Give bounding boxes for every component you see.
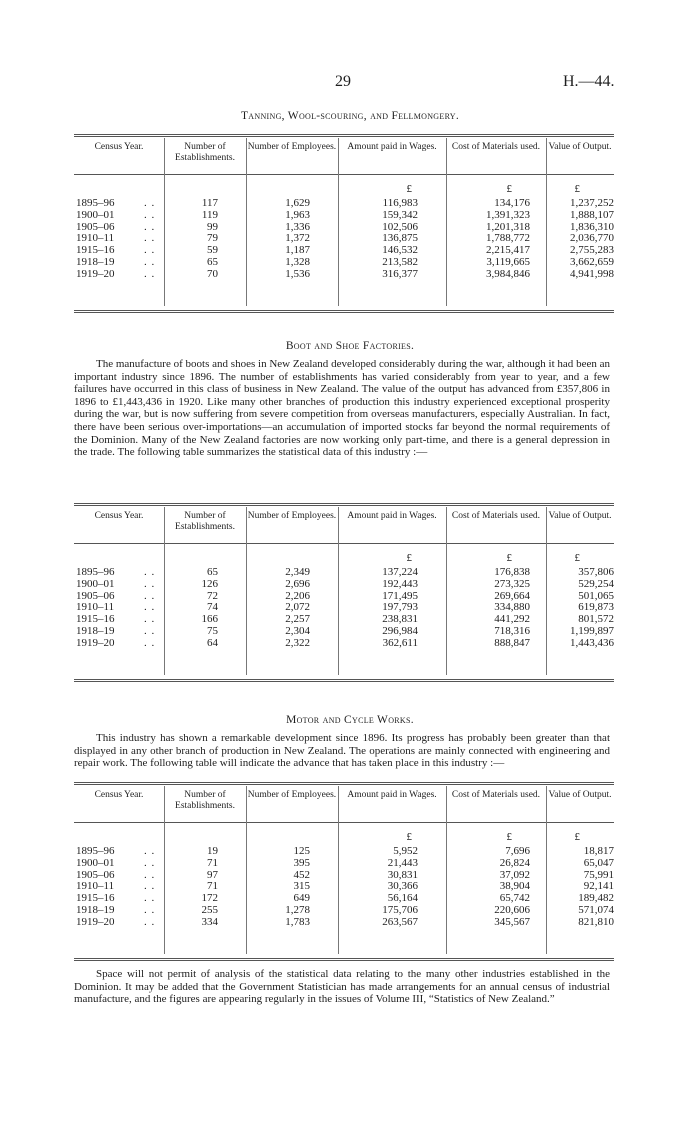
table-row: [74, 245, 614, 257]
output-cell: 4,941,998: [570, 267, 614, 280]
wages-cell: 197,793: [382, 601, 418, 614]
emp-cell: 2,322: [285, 636, 310, 649]
boot-table: [74, 503, 614, 679]
est-cell: 65: [207, 566, 218, 578]
emp-cell: 395: [293, 856, 310, 869]
census-year-cell: 1905–06: [76, 868, 115, 881]
census-year-cell: 1919–20: [76, 915, 115, 928]
table-row: [74, 893, 614, 905]
wages-cell: 136,875: [382, 232, 418, 245]
emp-cell: 125: [293, 845, 310, 857]
census-year-cell: 1895–96: [76, 845, 115, 857]
wages-cell: 30,366: [387, 880, 418, 893]
table-row: [74, 870, 614, 882]
document-reference: H.—44.: [563, 73, 615, 90]
est-cell: 255: [201, 904, 218, 916]
output-cell: 2,755,283: [570, 244, 614, 257]
table-row: [74, 917, 614, 929]
column-header-output: Value of Output.: [548, 142, 612, 152]
wages-cell: 56,164: [387, 892, 418, 905]
table-header-rule: [74, 822, 614, 823]
est-cell: 119: [201, 208, 218, 221]
materials-cell: 269,664: [494, 589, 530, 602]
leader-dots: . .: [144, 197, 156, 209]
pound-sign: £: [406, 552, 412, 564]
column-header-wages: Amount paid in Wages.: [347, 142, 437, 152]
leader-dots: . .: [144, 601, 156, 614]
emp-cell: 1,187: [285, 244, 310, 257]
wages-cell: 192,443: [382, 577, 418, 590]
table-top-rule: [74, 782, 614, 785]
motor-paragraph: This industry has shown a remarkable development since 1896. Its progress has probably been greater than that displayed in any other branch of production in New Zealand. The operations are mainly connected with engineering and repair work. The following table will indicate the advance that has taken place in this industry :—: [74, 732, 610, 770]
leader-dots: . .: [144, 566, 156, 578]
est-cell: 71: [207, 880, 218, 893]
output-cell: 3,662,659: [570, 256, 614, 268]
column-header-emp: Number of Employees.: [247, 790, 337, 800]
table-row: [74, 222, 614, 234]
materials-cell: 718,316: [494, 625, 530, 637]
leader-dots: . .: [144, 256, 156, 268]
column-header-emp: Number of Employees.: [247, 142, 337, 152]
emp-cell: 2,257: [285, 613, 310, 626]
column-header-est: Number of Establishments.: [175, 142, 235, 163]
wages-cell: 296,984: [382, 625, 418, 637]
emp-cell: 1,629: [285, 197, 310, 209]
census-year-cell: 1919–20: [76, 267, 115, 280]
est-cell: 65: [207, 256, 218, 268]
output-cell: 501,065: [578, 589, 614, 602]
output-cell: 1,443,436: [570, 636, 614, 649]
table-row: [74, 881, 614, 893]
leader-dots: . .: [144, 220, 156, 233]
emp-cell: 1,372: [285, 232, 310, 245]
column-header-materials: Cost of Materials used.: [451, 142, 541, 152]
est-cell: 97: [207, 868, 218, 881]
table-header-rule: [74, 543, 614, 544]
materials-cell: 3,119,665: [486, 256, 530, 268]
table-row: [74, 905, 614, 917]
output-cell: 189,482: [578, 892, 614, 905]
census-year-cell: 1910–11: [76, 880, 115, 893]
column-header-emp: Number of Employees.: [247, 511, 337, 521]
output-cell: 1,836,310: [570, 220, 614, 233]
emp-cell: 315: [293, 880, 310, 893]
table-top-rule: [74, 503, 614, 506]
est-cell: 59: [207, 244, 218, 257]
census-year-cell: 1915–16: [76, 892, 115, 905]
materials-cell: 37,092: [499, 868, 530, 881]
output-cell: 1,888,107: [570, 208, 614, 221]
est-cell: 117: [201, 197, 218, 209]
est-cell: 74: [207, 601, 218, 614]
table-row: [74, 233, 614, 245]
table-row: [74, 846, 614, 858]
pound-sign: £: [506, 831, 512, 843]
output-cell: 18,817: [583, 845, 614, 857]
closing-paragraph: Space will not permit of analysis of the statistical data relating to the many other industries established in the Dominion. It may be added that the Government Statistician has made arrangements for an annual census of industrial manufacture, and the figures are appearing regularly in the issues of Volume III, “Statistics of New Zealand.”: [74, 968, 610, 1006]
est-cell: 334: [201, 915, 218, 928]
pound-sign: £: [574, 831, 580, 843]
est-cell: 75: [207, 625, 218, 637]
output-cell: 75,991: [583, 868, 614, 881]
column-header-wages: Amount paid in Wages.: [347, 790, 437, 800]
wages-cell: 102,506: [382, 220, 418, 233]
column-header-year: Census Year.: [94, 511, 144, 521]
output-cell: 92,141: [583, 880, 614, 893]
census-year-cell: 1900–01: [76, 856, 115, 869]
page-number: 29: [335, 73, 351, 90]
est-cell: 70: [207, 267, 218, 280]
table-row: [74, 567, 614, 579]
wages-cell: 316,377: [382, 267, 418, 280]
pound-sign: £: [506, 183, 512, 195]
table-row: [74, 579, 614, 591]
table-row: [74, 614, 614, 626]
table-bottom-rule: [74, 310, 614, 313]
pound-sign: £: [506, 552, 512, 564]
column-header-output: Value of Output.: [548, 790, 612, 800]
table-header-rule: [74, 174, 614, 175]
pound-sign: £: [406, 831, 412, 843]
pound-sign: £: [574, 183, 580, 195]
census-year-cell: 1915–16: [76, 244, 115, 257]
leader-dots: . .: [144, 880, 156, 893]
leader-dots: . .: [144, 267, 156, 280]
leader-dots: . .: [144, 577, 156, 590]
table-row: [74, 257, 614, 269]
output-cell: 2,036,770: [570, 232, 614, 245]
census-year-cell: 1910–11: [76, 232, 115, 245]
table-bottom-rule: [74, 679, 614, 682]
emp-cell: 2,072: [285, 601, 310, 614]
leader-dots: . .: [144, 856, 156, 869]
census-year-cell: 1918–19: [76, 625, 115, 637]
leader-dots: . .: [144, 625, 156, 637]
column-header-materials: Cost of Materials used.: [451, 790, 541, 800]
census-year-cell: 1895–96: [76, 566, 115, 578]
table-row: [74, 269, 614, 281]
table-row: [74, 210, 614, 222]
output-cell: 529,254: [578, 577, 614, 590]
output-cell: 357,806: [578, 566, 614, 578]
est-cell: 172: [201, 892, 218, 905]
materials-cell: 2,215,417: [486, 244, 530, 257]
materials-cell: 3,984,846: [486, 267, 530, 280]
materials-cell: 134,176: [494, 197, 530, 209]
emp-cell: 2,349: [285, 566, 310, 578]
leader-dots: . .: [144, 915, 156, 928]
materials-cell: 273,325: [494, 577, 530, 590]
leader-dots: . .: [144, 845, 156, 857]
emp-cell: 1,783: [285, 915, 310, 928]
materials-cell: 220,606: [494, 904, 530, 916]
wages-cell: 159,342: [382, 208, 418, 221]
leader-dots: . .: [144, 904, 156, 916]
wages-cell: 146,532: [382, 244, 418, 257]
table-bottom-rule: [74, 958, 614, 961]
pound-sign: £: [406, 183, 412, 195]
column-header-year: Census Year.: [94, 790, 144, 800]
census-year-cell: 1918–19: [76, 256, 115, 268]
emp-cell: 1,328: [285, 256, 310, 268]
est-cell: 72: [207, 589, 218, 602]
pound-sign: £: [574, 552, 580, 564]
table-row: [74, 858, 614, 870]
emp-cell: 1,278: [285, 904, 310, 916]
table-top-rule: [74, 134, 614, 137]
census-year-cell: 1910–11: [76, 601, 115, 614]
column-header-est: Number of Establishments.: [175, 790, 235, 811]
output-cell: 65,047: [583, 856, 614, 869]
boot-paragraph: The manufacture of boots and shoes in New Zealand developed considerably during the war, although it had been an important industry since 1896. The number of establishments has varied considerably from year to year, and a few failures have occurred in this class of business in New Zealand. The value of the output has advanced from £357,806 in 1896 to £1,443,436 in 1920. Like many other branches of production this industry experienced exceptional prosperity during the war, but is now suffering from severe competition from overseas manufacturers, especially Australian. In fact, there have been serious over-importations—an accumulation of imported stocks far beyond the normal requirements of the Dominion. Many of the New Zealand factories are now working only part-time, and there is a general depression in the trade. The following table summarizes the statistical data of this industry :—: [74, 358, 610, 459]
output-cell: 571,074: [578, 904, 614, 916]
materials-cell: 1,201,318: [486, 220, 530, 233]
materials-cell: 176,838: [494, 566, 530, 578]
table-row: [74, 626, 614, 638]
census-year-cell: 1919–20: [76, 636, 115, 649]
column-header-output: Value of Output.: [548, 511, 612, 521]
tanning-section-title: Tanning, Wool-scouring, and Fellmongery.: [240, 110, 460, 122]
table-row: [74, 591, 614, 603]
census-year-cell: 1905–06: [76, 220, 115, 233]
leader-dots: . .: [144, 868, 156, 881]
est-cell: 166: [201, 613, 218, 626]
est-cell: 99: [207, 220, 218, 233]
output-cell: 801,572: [578, 613, 614, 626]
emp-cell: 2,304: [285, 625, 310, 637]
emp-cell: 2,696: [285, 577, 310, 590]
column-header-year: Census Year.: [94, 142, 144, 152]
motor-table: [74, 782, 614, 958]
output-cell: 1,237,252: [570, 197, 614, 209]
column-header-wages: Amount paid in Wages.: [347, 511, 437, 521]
emp-cell: 2,206: [285, 589, 310, 602]
census-year-cell: 1900–01: [76, 577, 115, 590]
leader-dots: . .: [144, 636, 156, 649]
column-header-materials: Cost of Materials used.: [451, 511, 541, 521]
materials-cell: 334,880: [494, 601, 530, 614]
census-year-cell: 1915–16: [76, 613, 115, 626]
boot-section-title: Boot and Shoe Factories.: [285, 340, 415, 352]
wages-cell: 175,706: [382, 904, 418, 916]
materials-cell: 26,824: [499, 856, 530, 869]
table-row: [74, 638, 614, 650]
est-cell: 19: [207, 845, 218, 857]
emp-cell: 1,336: [285, 220, 310, 233]
wages-cell: 5,952: [393, 845, 418, 857]
leader-dots: . .: [144, 589, 156, 602]
materials-cell: 345,567: [494, 915, 530, 928]
output-cell: 619,873: [578, 601, 614, 614]
materials-cell: 38,904: [499, 880, 530, 893]
est-cell: 71: [207, 856, 218, 869]
est-cell: 79: [207, 232, 218, 245]
table-row: [74, 602, 614, 614]
wages-cell: 238,831: [382, 613, 418, 626]
materials-cell: 441,292: [494, 613, 530, 626]
output-cell: 821,810: [578, 915, 614, 928]
materials-cell: 1,391,323: [486, 208, 530, 221]
est-cell: 64: [207, 636, 218, 649]
est-cell: 126: [201, 577, 218, 590]
emp-cell: 1,963: [285, 208, 310, 221]
emp-cell: 452: [293, 868, 310, 881]
wages-cell: 362,611: [382, 636, 418, 649]
materials-cell: 1,788,772: [486, 232, 530, 245]
leader-dots: . .: [144, 892, 156, 905]
leader-dots: . .: [144, 613, 156, 626]
table-row: [74, 198, 614, 210]
census-year-cell: 1895–96: [76, 197, 115, 209]
wages-cell: 263,567: [382, 915, 418, 928]
leader-dots: . .: [144, 208, 156, 221]
wages-cell: 116,983: [382, 197, 418, 209]
materials-cell: 65,742: [499, 892, 530, 905]
motor-section-title: Motor and Cycle Works.: [286, 714, 414, 726]
wages-cell: 171,495: [382, 589, 418, 602]
leader-dots: . .: [144, 244, 156, 257]
census-year-cell: 1905–06: [76, 589, 115, 602]
wages-cell: 30,831: [387, 868, 418, 881]
materials-cell: 888,847: [494, 636, 530, 649]
leader-dots: . .: [144, 232, 156, 245]
emp-cell: 649: [293, 892, 310, 905]
tanning-table: [74, 134, 614, 310]
census-year-cell: 1918–19: [76, 904, 115, 916]
wages-cell: 213,582: [382, 256, 418, 268]
wages-cell: 21,443: [387, 856, 418, 869]
materials-cell: 7,696: [505, 845, 530, 857]
census-year-cell: 1900–01: [76, 208, 115, 221]
wages-cell: 137,224: [382, 566, 418, 578]
column-header-est: Number of Establishments.: [175, 511, 235, 532]
output-cell: 1,199,897: [570, 625, 614, 637]
emp-cell: 1,536: [285, 267, 310, 280]
